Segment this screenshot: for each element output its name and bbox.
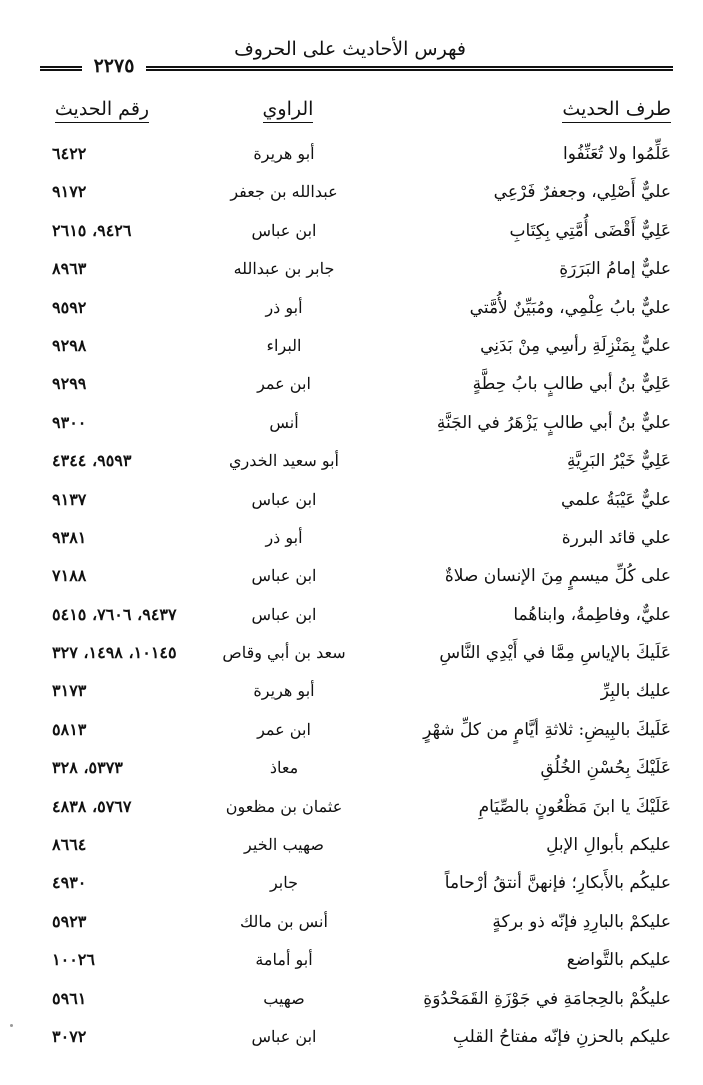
index-row xyxy=(0,327,703,365)
index-row xyxy=(0,1018,703,1056)
hadith-number-cell: ٩٢٩٨ xyxy=(52,335,87,355)
index-row xyxy=(0,289,703,327)
narrator-cell: سعد بن أبي وقاص xyxy=(222,643,346,663)
hadith-number-cell: ٩٣٨١ xyxy=(52,527,87,547)
hadith-cell: عليكُم بالأَبكارِ؛ فإنهنَّ أنتقُ أرْحاماً xyxy=(444,873,671,894)
hadith-cell: عَلَيكَ بالبِيضِ: ثلاثةِ أيَّامٍ من كلِّ شهْرٍ xyxy=(423,719,671,740)
hadith-number-cell: ٦٤٢٢ xyxy=(52,144,87,163)
hadith-cell: عليٌّ بِمَنْزِلَةِ رأسِي مِنْ بَدَنِي xyxy=(480,335,671,356)
hadith-number-cell: ٩١٧٢ xyxy=(52,182,87,202)
hadith-cell: عَلِّمُوا ولا تُعَنِّفُوا xyxy=(563,144,671,164)
index-row xyxy=(0,941,703,979)
narrator-cell: ابن عمر xyxy=(257,719,311,739)
hadith-cell: عليكم بأبوالِ الإبلِ xyxy=(546,835,671,856)
narrator-cell: أبو هريرة xyxy=(253,681,315,701)
header-rule-left xyxy=(40,66,82,71)
index-row xyxy=(0,404,703,442)
hadith-cell: عليٌّ بنُ أبي طالبٍ يَزْهَرُ في الجَنَّةِ xyxy=(436,412,671,433)
hadith-number-cell: ٩٣٠٠ xyxy=(52,412,87,432)
index-row xyxy=(0,903,703,941)
hadith-number-cell: ٥٣٧٣، ٣٢٨ xyxy=(52,758,123,778)
hadith-number-cell: ٩٥٩٢ xyxy=(52,297,87,317)
hadith-cell: عَلِيٌّ بنُ أبي طالبٍ بابُ حِطَّةٍ xyxy=(472,374,671,395)
index-row xyxy=(0,826,703,864)
narrator-cell: أبو هريرة xyxy=(253,144,315,163)
narrator-cell: أنس بن مالك xyxy=(240,911,328,931)
hadith-number-cell: ٤٩٣٠ xyxy=(52,873,87,893)
hadith-number-cell: ٩٤٢٦، ٢٦١٥ xyxy=(52,220,132,240)
column-header-narrator xyxy=(238,98,338,122)
narrator-cell: أبو ذر xyxy=(265,527,303,547)
hadith-cell: عليكم بالتَّواضع xyxy=(566,950,671,971)
hadith-number-cell: ٨٦٦٤ xyxy=(52,835,87,855)
hadith-number-cell: ٧١٨٨ xyxy=(52,566,87,586)
narrator-cell: عبدالله بن جعفر xyxy=(230,182,338,202)
hadith-number-cell: ٥٧٦٧، ٤٨٣٨ xyxy=(52,796,132,816)
hadith-number-cell: ٥٩٦١ xyxy=(52,988,87,1008)
index-row xyxy=(0,864,703,902)
narrator-cell: معاذ xyxy=(269,758,299,778)
hadith-cell: عَلَيْكَ بِحُسْنِ الخُلُقِ xyxy=(540,758,671,779)
index-row xyxy=(0,634,703,672)
index-row xyxy=(0,481,703,519)
margin-dot xyxy=(10,1024,13,1027)
narrator-cell: ابن عباس xyxy=(251,566,317,586)
page-number: ٢٢٧٥ xyxy=(93,55,135,77)
hadith-number-cell: ١٠٠٢٦ xyxy=(52,950,95,970)
index-row xyxy=(0,212,703,250)
hadith-cell: عليكم بالحزنِ فإنّه مفتاحُ القلبِ xyxy=(452,1026,671,1047)
narrator-cell: جابر xyxy=(269,873,299,893)
index-table xyxy=(0,135,703,1056)
running-title: فهرس الأحاديث على الحروف xyxy=(234,38,466,60)
narrator-cell: أنس xyxy=(269,412,299,432)
hadith-cell: على كُلِّ ميسمٍ مِنَ الإنسان صلاةٌ xyxy=(444,566,671,587)
index-row xyxy=(0,788,703,826)
narrator-cell: ابن عباس xyxy=(251,604,317,624)
index-row xyxy=(0,365,703,403)
hadith-cell: عَلَيْكَ يا ابنَ مَظْعُونٍ بالصِّيَامِ xyxy=(478,796,671,817)
hadith-number-cell: ٩٥٩٣، ٤٣٤٤ xyxy=(52,451,132,471)
hadith-number-cell: ٩٢٩٩ xyxy=(52,374,87,394)
narrator-cell: ابن عمر xyxy=(257,374,311,394)
header-rule-right xyxy=(146,66,673,71)
narrator-cell: ابن عباس xyxy=(251,220,317,240)
narrator-cell: البراء xyxy=(266,335,302,355)
narrator-cell: عثمان بن مظعون xyxy=(225,796,343,816)
narrator-cell: ابن عباس xyxy=(251,1026,317,1046)
narrator-cell: أبو أمامة xyxy=(255,950,313,970)
column-header-number xyxy=(52,98,152,122)
narrator-cell: صهيب xyxy=(263,988,305,1008)
hadith-cell: عليكُمْ بالحِجامَةِ في جَوْزَةِ القَمَحْدُوَةِ xyxy=(423,988,671,1009)
hadith-number-cell: ٣٠٧٢ xyxy=(52,1026,87,1046)
hadith-cell: عَلَيكَ بالإياسِ مِمَّا في أَيْدِي النَّاسِ xyxy=(439,643,671,664)
hadith-number-cell: ١٠١٤٥، ١٤٩٨، ٣٢٧ xyxy=(52,643,177,663)
hadith-cell: عَلِيٌّ أَقْضَى أُمَّتِي بِكِتَابِ xyxy=(509,220,671,241)
hadith-cell: عليٌّ عَيْبَةُ علمي xyxy=(560,489,671,510)
index-row xyxy=(0,749,703,787)
column-header-narrator-label: الراوي xyxy=(263,98,314,123)
hadith-cell: عليٌّ، وفاطِمةُ، وابناهُما xyxy=(513,604,671,625)
index-row xyxy=(0,711,703,749)
hadith-cell: علي قائد البررة xyxy=(561,527,671,548)
column-header-hadith: طرف الحديث xyxy=(562,98,671,123)
narrator-cell: جابر بن عبدالله xyxy=(233,259,335,279)
hadith-number-cell: ٣١٧٣ xyxy=(52,681,87,701)
hadith-cell: عليك بالبِرِّ xyxy=(600,681,671,702)
index-row xyxy=(0,519,703,557)
narrator-cell: ابن عباس xyxy=(251,489,317,509)
hadith-number-cell: ٨٩٦٣ xyxy=(52,259,87,279)
hadith-cell: عليٌّ أَصْلِي، وجعفرٌ فَرْعِي xyxy=(493,182,671,203)
hadith-number-cell: ٩٤٣٧، ٧٦٠٦، ٥٤١٥ xyxy=(52,604,177,624)
index-row xyxy=(0,442,703,480)
hadith-number-cell: ٥٨١٣ xyxy=(52,719,87,739)
index-row xyxy=(0,596,703,634)
index-row xyxy=(0,557,703,595)
index-row xyxy=(0,135,703,173)
narrator-cell: صهيب الخير xyxy=(244,835,324,855)
hadith-number-cell: ٥٩٢٣ xyxy=(52,911,87,931)
column-header-number-label: رقم الحديث xyxy=(55,98,149,123)
narrator-cell: أبو ذر xyxy=(265,297,303,317)
hadith-number-cell: ٩١٣٧ xyxy=(52,489,87,509)
hadith-cell: عليٌّ إمامُ البَرَرَةِ xyxy=(559,259,671,280)
hadith-cell: عليكمْ بالبارِدِ فإنّه ذو بركةٍ xyxy=(492,911,671,932)
index-row xyxy=(0,672,703,710)
index-row xyxy=(0,980,703,1018)
narrator-cell: أبو سعيد الخدري xyxy=(229,451,339,471)
hadith-cell: عليٌّ بابُ عِلْمِي، ومُبَيِّنٌ لأُمَّتي xyxy=(469,297,671,318)
index-row xyxy=(0,173,703,211)
hadith-cell: عَلِيٌّ خَيْرُ البَرِيَّةِ xyxy=(566,451,671,472)
index-row xyxy=(0,250,703,288)
